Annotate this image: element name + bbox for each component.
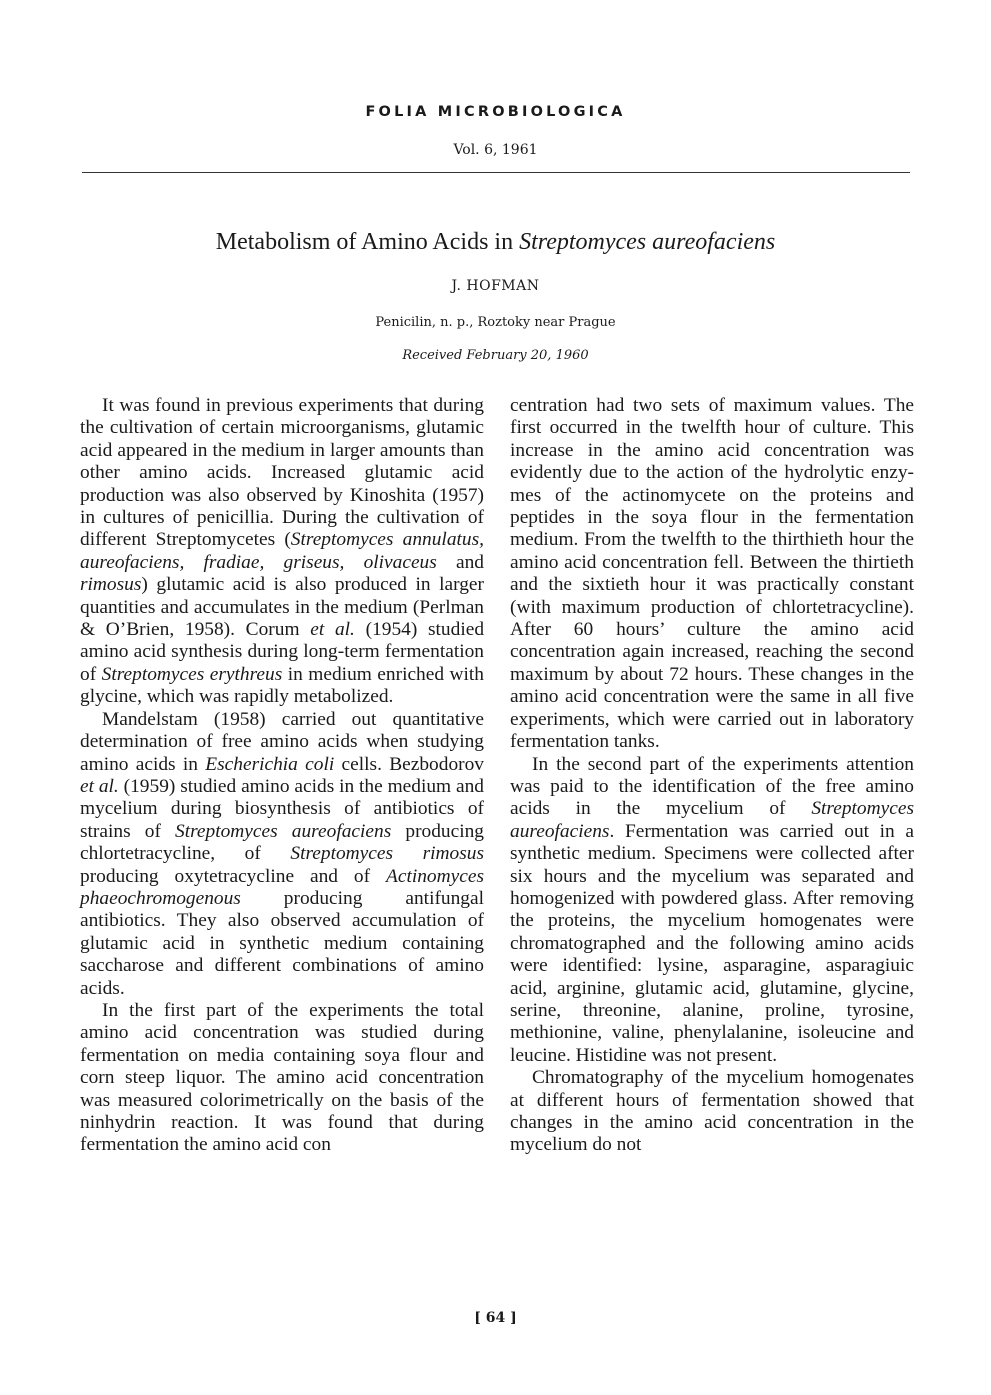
italic-term: Actinomyces phaeochromogenous bbox=[80, 865, 484, 909]
italic-term: Streptomyces aureofaciens bbox=[510, 798, 914, 842]
paragraph: In the first part of the experiments the total amino acid concentration was studied during fermentation on media containing soya flour and corn steep liquor. The amino acid concentration was measured colorimetrically on the basis of the ninhydrin reaction. It was found that during fermentation the amino acid con bbox=[80, 999, 484, 1156]
italic-term: Streptomyces aureofaciens bbox=[175, 820, 392, 842]
paragraph: Mandelstam (1958) carried out quantitative determination of free amino acids when studying amino acids in Escherichia coli cells. Bezbodorov et al. (1959) studied amino acids in the medium and mycelium during biosynthesis of antibiotics of strains of Streptomyces aureofaciens producing chlortetracycline, of Streptomyces rimosus producing oxytetracycline and of Actinomyces phaeochromogenous producing antifungal antibiotics. They also observed accumulation of glutamic acid in synthetic medium containing saccharose and different combinations of amino acids. bbox=[80, 708, 485, 999]
title-plain: Metabolism of Amino Acids in bbox=[215, 229, 520, 255]
article-title bbox=[0, 229, 991, 256]
journal-name: FOLIA MICROBIOLOGICA bbox=[365, 104, 626, 120]
author-name: J. HOFMAN bbox=[451, 278, 540, 294]
italic-term: et al. bbox=[80, 775, 119, 797]
paragraph: In the second part of the experiments attention was paid to the identification of the free amino acids in the mycelium of Streptomyces aureofaciens. Fermentation was carried out in a synthetic medium. Specimens were collected after six hours and the mycelium was separated and homogenized with powdered glass. After removing the proteins, the mycelium homogenates were chromatographed and the following amino acids were identified: lysine, asparagine, asparagiuic acid, arginine, glutamic acid, glutamine, glycine, serine, threonine, alanine, proline, tyrosine, methionine, valine, phenylalanine, isoleucine and leucine. Histidine was not present. bbox=[510, 753, 914, 1066]
paragraph: It was found in previous experiments that during the cultivation of certain microorganisms, glutamic acid appeared in the medium in larger amounts than other amino acids. Increased glutamic acid production was also observed by Kinoshita (1957) in cultures of penicillia. During the cultivation of different Streptomycetes (Streptomyces annulatus, aureofaciens, fradiae, griseus, olivaceus and rimosus) glutamic acid is also produced in larger quantities and accumulates in the medium (Perlman & O’Brien, 1958). Corum et al. (1954) studied amino acid synthesis during long-term fermentation of Streptomyces erythreus in medium enriched with glycine, which was rapidly metabolized. bbox=[80, 395, 485, 708]
paragraph: Chromatography of the mycelium homogenates at different hours of fermentation showed that changes in the amino acid concentration in the mycelium do not bbox=[510, 1067, 914, 1156]
page-number: [ 64 ] bbox=[474, 1310, 517, 1326]
italic-term: Streptomyces annulatus, aureofaciens, fradiae, griseus, olivaceus bbox=[80, 529, 484, 573]
paragraph: centration had two sets of maximum values. The first occurred in the twelfth hour of culture. This increase in the amino acid concentration was evidently due to the action of the hydrolytic enzymes of the actinomycete on the proteins and peptides in the soya flour in the fermentation medium. From the twelfth to the thirthieth hour the amino acid concentration fell. Between the thirtieth and the sixtieth hour it was practically constant (with maximum production of chlortetracycline). After 60 hours’ culture the amino acid concentration again increased, reaching the second maximum by about 72 hours. These changes in the amino acid concentration were the same in all five experiments, which were carried out in laboratory fermentation tanks. bbox=[510, 395, 914, 753]
body-column-left bbox=[80, 395, 484, 1157]
italic-term: Streptomyces rimosus bbox=[290, 843, 485, 865]
volume-info: Vol. 6, 1961 bbox=[453, 142, 538, 158]
received-date: Received February 20, 1960 bbox=[402, 348, 589, 363]
affiliation: Penicilin, n. p., Roztoky near Prague bbox=[375, 315, 616, 330]
title-organism: Streptomyces aureofaciens bbox=[519, 229, 776, 255]
header-rule bbox=[82, 172, 910, 173]
italic-term: Streptomyces erythreus bbox=[101, 663, 283, 685]
italic-term: Escherichia coli bbox=[205, 753, 335, 775]
italic-term: et al. bbox=[310, 619, 355, 641]
italic-term: rimosus bbox=[80, 574, 142, 596]
body-column-right bbox=[510, 395, 914, 1157]
